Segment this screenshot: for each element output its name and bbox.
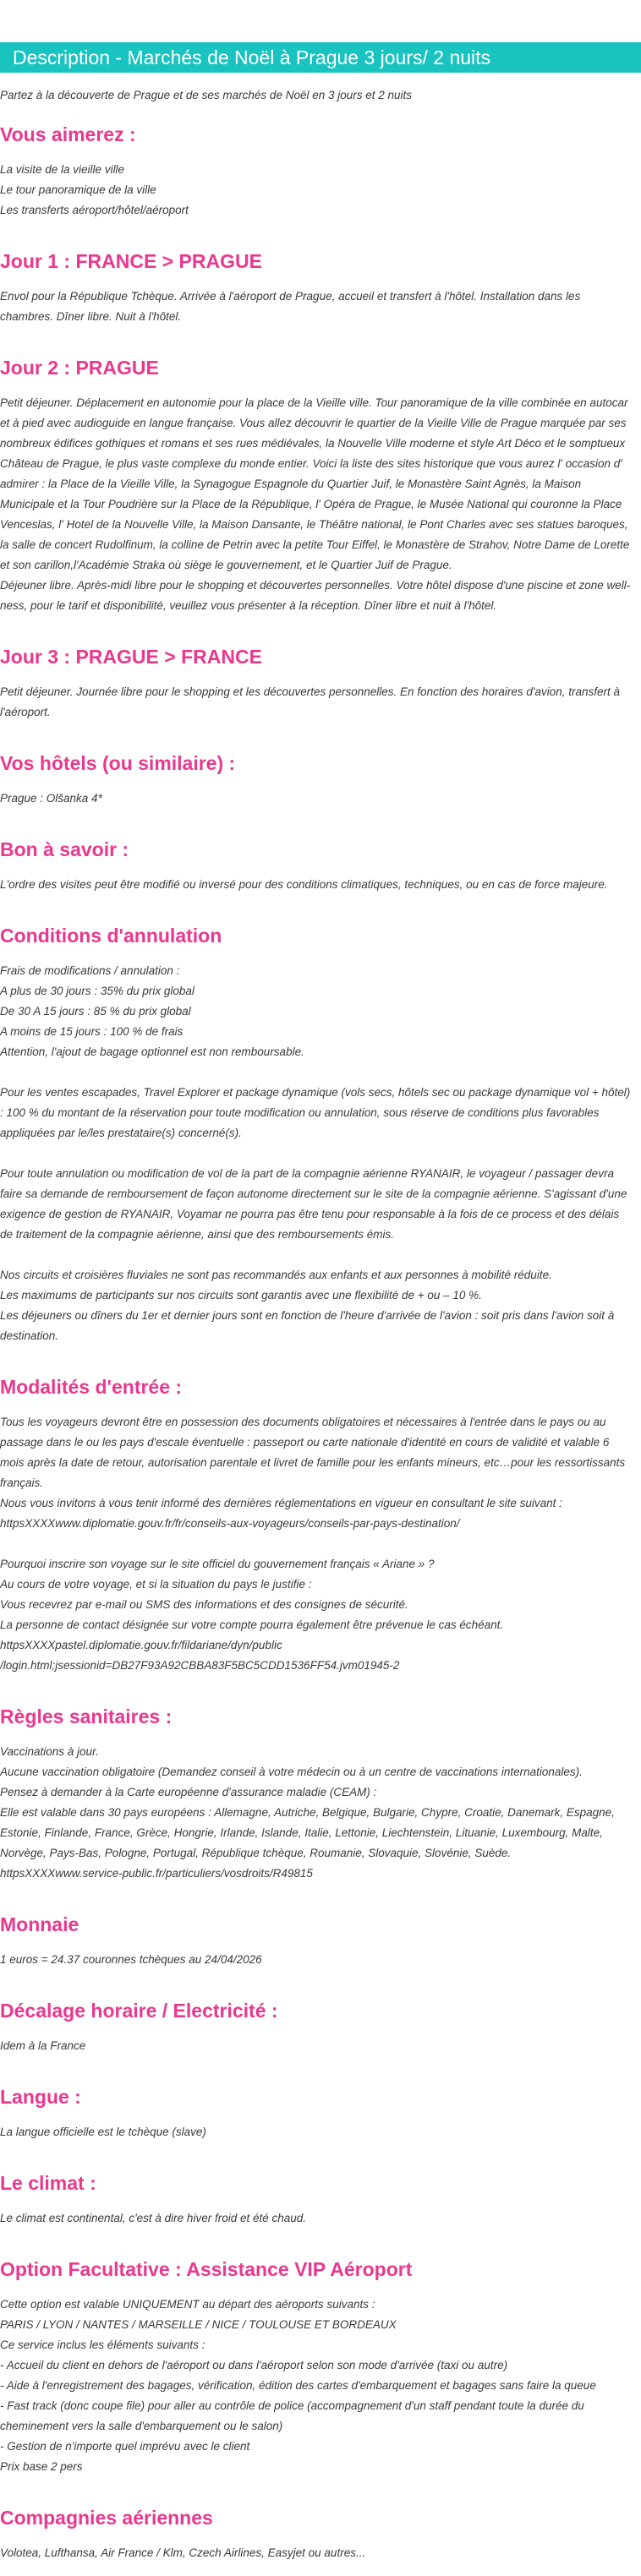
- section: [0, 2085, 631, 2142]
- body-line: Cette option est valable UNIQUEMENT au départ des aéroports suivants :: [0, 2298, 375, 2311]
- body-line: La langue officielle est le tchèque (slave): [0, 2126, 206, 2138]
- section: [0, 1705, 631, 1884]
- section-body: [0, 961, 631, 1346]
- section: [0, 751, 631, 809]
- section-body: [0, 2036, 631, 2056]
- sections-container: [0, 123, 631, 2563]
- section-heading: Décalage horaire / Electricité :: [0, 2000, 278, 2022]
- section: [0, 1913, 631, 1970]
- body-line: - Fast track (donc coupe file) pour aller au contrôle de police (accompagnement d'un staff pendant toute la durée du cheminement vers la salle d'embarquement ou le salon): [0, 2399, 584, 2432]
- body-line: /login.html;jsessionid=DB27F93A92CBBA83F5BC5CDD1536FF54.jvm01945-2: [0, 1659, 400, 1672]
- body-line: Les transferts aéroport/hôtel/aéroport: [0, 204, 189, 216]
- page-title-banner: [0, 42, 641, 73]
- body-line: Petit déjeuner. Déplacement en autonomie pour la place de la Vieille ville. Tour panoramique de la ville combinée en autocar et à pied avec audioguide en langue française. Vous allez découvrir le quartier de la Vieille Ville de Prague marquée par ses nombreux édifices gothiques et romans et ses rues médiévales, la Nouvelle Ville moderne et style Art Déco et le somptueux Château de Prague, le plus vaste complexe du monde entier. Voici la liste des sites historique que vous aurez l' occasion d' admirer : la Place de la Vieille Ville, la Synagogue Espagnole du Quartier Juif, le Monastère Saint Agnès, la Maison Municipale et la Tour Poudrière sur la Place de la République, l' Opéra de Prague, le Musée National qui couronne la Place Venceslas, l' Hotel de la Nouvelle Ville, la Maison Dansante, le Théâtre national, le Pont Charles avec ses statues baroques, la salle de concert Rudolfinum, la colline de Petrin avec la petite Tour Eiffel, le Monastère de Strahov, Notre Dame de Lorette et son carillon,l'Académie Straka où siège le gouvernement, et le Quartier Juif de Prague.: [0, 396, 630, 571]
- body-line: Prague : Olšanka 4*: [0, 792, 102, 805]
- section-body: [0, 789, 631, 809]
- section-body: [0, 160, 631, 221]
- body-line: Pour toute annulation ou modification de vol de la part de la compagnie aérienne RYANAIR, le voyageur / passager devra faire sa demande de remboursement de façon autonome directement sur le site de la compagnie aérienne. S'agissant d'une exigence de gestion de RYANAIR, Voyamar ne pourra pas être tenu pour responsable à la fois de ce process et des délais de traitement de la compagnie aérienne, ainsi que des remboursements émis.: [0, 1167, 627, 1241]
- section: [0, 249, 631, 327]
- section-heading: Vos hôtels (ou similaire) :: [0, 752, 236, 774]
- body-line: Attention, l'ajout de bagage optionnel est non remboursable.: [0, 1045, 304, 1058]
- body-line: - Accueil du client en dehors de l'aéroport ou dans l'aéroport selon son mode d'arrivée (taxi ou autre): [0, 2359, 508, 2371]
- section-heading: Jour 1 : FRANCE > PRAGUE: [0, 250, 262, 272]
- section-heading: Monnaie: [0, 1913, 79, 1935]
- body-line: La personne de contact désignée sur votre compte pourra également être prévenue le cas échéant.: [0, 1618, 504, 1631]
- body-line: Petit déjeuner. Journée libre pour le shopping et les découvertes personnelles. En fonction des horaires d'avion, transfert à l'aéroport.: [0, 685, 621, 718]
- section-heading: Règles sanitaires :: [0, 1706, 173, 1727]
- section: [0, 2506, 631, 2563]
- section-heading: Modalités d'entrée :: [0, 1376, 183, 1398]
- section: [0, 1375, 631, 1676]
- section: [0, 2171, 631, 2229]
- body-line: Envol pour la République Tchèque. Arrivée à l'aéroport de Prague, accueil et transfert à l'hôtel. Installation dans les chambres. Dîner libre. Nuit à l'hôtel.: [0, 290, 581, 323]
- body-line: Le tour panoramique de la ville: [0, 183, 156, 196]
- body-line: PARIS / LYON / NANTES / MARSEILLE / NICE / TOULOUSE ET BORDEAUX: [0, 2318, 397, 2331]
- section: [0, 123, 631, 221]
- body-line: Pourquoi inscrire son voyage sur le site officiel du gouvernement français « Ariane » ?: [0, 1558, 435, 1570]
- section-body: [0, 2122, 631, 2142]
- body-line: Tous les voyageurs devront être en possession des documents obligatoires et nécessaires à l'entrée dans le pays ou au passage dans le ou les pays d'escale éventuelle : passeport ou carte nationale d'identité en cours de validité et valable 6 mois après la date de retour, autorisation parentale et livret de famille pour les enfants mineurs, etc…pour les ressortissants français.: [0, 1416, 626, 1489]
- body-line: Aucune vaccination obligatoire (Demandez conseil à votre médecin ou à un centre de vaccinations internationales).: [0, 1766, 583, 1778]
- blank-line: [0, 1143, 631, 1164]
- section: [0, 1999, 631, 2056]
- section-body: [0, 875, 631, 895]
- section-heading: Jour 3 : PRAGUE > FRANCE: [0, 646, 262, 668]
- section-body: [0, 682, 631, 723]
- section-body: [0, 287, 631, 327]
- body-line: Nous vous invitons à vous tenir informé des dernières réglementations en vigueur en consultant le site suivant : httpsXXXXwww.diplomatie.gouv.fr/fr/conseils-aux-voyageurs/conseils-par-pays-destination/: [0, 1497, 562, 1530]
- body-line: Au cours de votre voyage, et si la situation du pays le justifie :: [0, 1578, 312, 1591]
- body-line: Elle est valable dans 30 pays européens : Allemagne, Autriche, Belgique, Bulgarie, Chypre, Croatie, Danemark, Espagne, Estonie, Finlande, France, Grèce, Hongrie, Irlande, Islande, Italie, Lettonie, Liechtenstein, Lituanie, Luxembourg, Malte, Norvège, Pays-Bas, Pologne, Portugal, République tchèque, Roumanie, Slovaquie, Slovénie, Suède.: [0, 1806, 615, 1859]
- section-heading: Compagnies aériennes: [0, 2507, 213, 2529]
- body-line: Vous recevrez par e-mail ou SMS des informations et des consignes de sécurité.: [0, 1598, 408, 1611]
- body-line: Frais de modifications / annulation :: [0, 964, 180, 977]
- section: [0, 924, 631, 1346]
- body-line: A plus de 30 jours : 35% du prix global: [0, 985, 194, 997]
- body-line: - Gestion de n'importe quel imprévu avec le client: [0, 2440, 250, 2453]
- blank-line: [0, 1062, 631, 1083]
- section-heading: Le climat :: [0, 2172, 96, 2194]
- blank-line: [0, 1534, 631, 1554]
- section: [0, 356, 631, 616]
- section-heading: Jour 2 : PRAGUE: [0, 357, 159, 379]
- body-line: L'ordre des visites peut être modifié ou inversé pour des conditions climatiques, techniques, ou en cas de force majeure.: [0, 878, 608, 891]
- section-body: [0, 393, 631, 616]
- body-line: Prix base 2 pers: [0, 2460, 83, 2473]
- section-heading: Vous aimerez :: [0, 123, 136, 145]
- section-heading: Option Facultative : Assistance VIP Aéroport: [0, 2258, 413, 2280]
- body-line: Idem à la France: [0, 2039, 86, 2052]
- blank-line: [0, 1245, 631, 1265]
- body-line: Le climat est continental, c'est à dire hiver froid et été chaud.: [0, 2212, 307, 2224]
- section-body: [0, 2543, 631, 2563]
- body-line: - Aide à l'enregistrement des bagages, vérification, édition des cartes d'embarquement et bagages sans faire la queue: [0, 2379, 596, 2392]
- body-line: Vaccinations à jour.: [0, 1745, 99, 1758]
- body-line: La visite de la vieille ville: [0, 163, 125, 176]
- body-line: De 30 A 15 jours : 85 % du prix global: [0, 1005, 191, 1018]
- body-line: Volotea, Lufthansa, Air France / Klm, Czech Airlines, Easyjet ou autres...: [0, 2546, 366, 2559]
- intro-text: Partez à la découverte de Prague et de ses marchés de Noël en 3 jours et 2 nuits: [0, 89, 413, 101]
- section-heading: Conditions d'annulation: [0, 925, 222, 947]
- section-body: [0, 1950, 631, 1970]
- body-line: 1 euros = 24.37 couronnes tchèques au 24/04/2026: [0, 1953, 262, 1966]
- section-body: [0, 2208, 631, 2229]
- page-title: Description - Marchés de Noël à Prague 3 jours/ 2 nuits: [13, 46, 491, 68]
- description-content: [0, 87, 641, 2563]
- section-heading: Langue :: [0, 2086, 81, 2108]
- body-line: Pensez à demander à la Carte européenne d'assurance maladie (CEAM) :: [0, 1786, 377, 1798]
- section-heading: Bon à savoir :: [0, 838, 129, 860]
- body-line: httpsXXXXwww.service-public.fr/particuliers/vosdroits/R49815: [0, 1867, 313, 1880]
- body-line: Les maximums de participants sur nos circuits sont garantis avec une flexibilité de + ou – 10 %.: [0, 1289, 482, 1302]
- section: [0, 645, 631, 723]
- body-line: httpsXXXXpastel.diplomatie.gouv.fr/fildariane/dyn/public: [0, 1639, 282, 1651]
- body-line: Les déjeuners ou dîners du 1er et dernier jours sont en fonction de l'heure d'arrivée de l'avion : soit pris dans l'avion soit à destination.: [0, 1309, 615, 1342]
- section-body: [0, 1412, 631, 1676]
- body-line: Déjeuner libre. Après-midi libre pour le shopping et découvertes personnelles. Votre hôtel dispose d'une piscine et zone well-ness, pour le tarif et disponibilité, veuillez vous présenter à la réception. Dîner libre et nuit à l'hôtel.: [0, 579, 631, 612]
- section-body: [0, 2295, 631, 2477]
- body-line: Ce service inclus les éléments suivants :: [0, 2339, 205, 2351]
- section: [0, 2257, 631, 2477]
- body-line: Nos circuits et croisières fluviales ne sont pas recommandés aux enfants et aux personnes à mobilité réduite.: [0, 1269, 552, 1281]
- section: [0, 838, 631, 895]
- body-line: Pour les ventes escapades, Travel Explorer et package dynamique (vols secs, hôtels sec ou package dynamique vol + hôtel) : 100 % du montant de la réservation pour toute modification ou annulation, sous réserve de conditions plus favorables appliquées par le/les prestataire(s) concerné(s).: [0, 1086, 631, 1139]
- body-line: A moins de 15 jours : 100 % de frais: [0, 1025, 184, 1038]
- section-body: [0, 1742, 631, 1884]
